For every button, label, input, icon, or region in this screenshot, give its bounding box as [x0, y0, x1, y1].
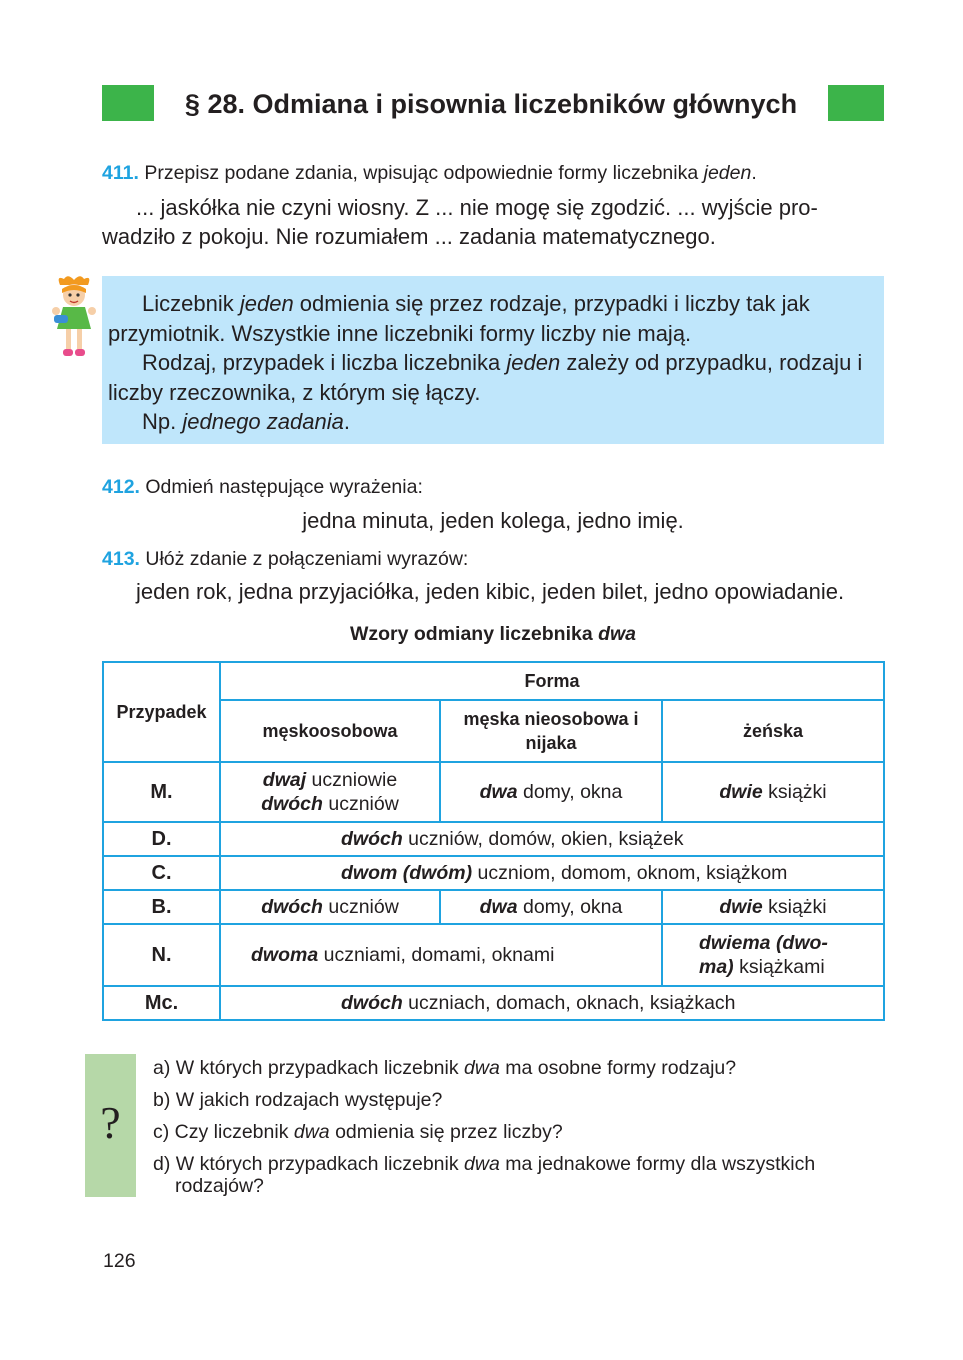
question-d-continuation: rodzajów? [175, 1175, 264, 1197]
title-decor-left [102, 85, 154, 121]
exercise-number: 413. [102, 548, 140, 570]
noun: domy, okna [517, 896, 623, 918]
noun: uczniów [322, 793, 399, 815]
table-subheader-row [103, 700, 884, 762]
noun: uczniach, domach, oknach, książkach [402, 992, 736, 1014]
noun: uczniom, domom, oknom, książkom [472, 862, 788, 884]
caption-text: Wzory odmiany liczebnika [349, 623, 599, 645]
cell-line [227, 768, 433, 792]
header-masculine-personal: męskoosobowa [220, 700, 440, 762]
question-text: c) Czy liczebnik [153, 1121, 294, 1143]
question-c [153, 1116, 893, 1148]
cell-feminine [662, 924, 884, 986]
noun: uczniami, domami, oknami [318, 944, 555, 966]
caption-italic: dwa [598, 623, 637, 645]
noun: książki [762, 896, 827, 918]
header-form: Forma [220, 662, 884, 700]
cell-all-genders [220, 822, 884, 856]
exercise-number: 412. [102, 476, 140, 498]
header-feminine: żeńska [662, 700, 884, 762]
table-header-row [103, 662, 884, 700]
cell-masculine-personal [220, 890, 440, 924]
question-text: odmienia się przez liczby? [329, 1121, 563, 1143]
question-italic: dwa [464, 1153, 500, 1175]
table-row [103, 986, 884, 1020]
rule-paragraph-2 [108, 348, 882, 407]
exercise-411-line-1: ... jaskółka nie czyni wiosny. Z ... nie mogę się zgodzić. ... wyjście pro- [136, 195, 818, 220]
exercise-411-instruction [102, 160, 757, 186]
instruction-text: Przepisz podane zdania, wpisując odpowiednie formy liczebnika [144, 162, 704, 184]
noun: domy, okna [517, 781, 623, 803]
table-row [103, 762, 884, 822]
questions-list [153, 1052, 893, 1198]
cell-feminine [662, 890, 884, 924]
question-a [153, 1052, 893, 1084]
header-masculine-neuter: męska nieosobowa i nijaka [440, 700, 662, 762]
question-italic: dwa [293, 1121, 330, 1143]
question-text: ma jednakowe formy dla wszystkich [499, 1153, 816, 1175]
cell-all-genders [220, 856, 884, 890]
exercise-412-line: jedna minuta, jeden kolega, jedno imię. [302, 508, 684, 533]
question-text: ma osobne formy rodzaju? [499, 1057, 737, 1079]
rule-italic: jeden [239, 291, 294, 316]
numeral: dwóch [341, 992, 403, 1014]
instruction-text: Odmień następujące wyrażenia: [145, 476, 423, 498]
case-label: N. [103, 924, 220, 986]
question-b: b) W jakich rodzajach występuje? [153, 1089, 443, 1111]
numeral: dwa [479, 781, 518, 803]
case-label: Mc. [103, 986, 220, 1020]
numeral: dwom (dwóm) [341, 862, 473, 884]
cell-masculine-neuter [440, 890, 662, 924]
noun: uczniowie [306, 769, 398, 791]
question-mark-icon: ? [100, 1097, 121, 1148]
title-decor-right [828, 85, 884, 121]
rule-paragraph-3 [108, 407, 882, 437]
rule-text-part: zależy od przypadku, rodzaju i liczby rzeczownika, z którym się łączy. [108, 350, 863, 405]
cell-all-genders [220, 986, 884, 1020]
numeral: dwie [719, 781, 763, 803]
rule-text-part: Np. [142, 409, 183, 434]
case-label: C. [103, 856, 220, 890]
instruction-italic: jeden [703, 162, 752, 184]
numeral: dwie [719, 896, 763, 918]
cell-masculine-neuter [440, 762, 662, 822]
cell-masculine-personal [220, 762, 440, 822]
noun: książki [762, 781, 827, 803]
instruction-end: . [751, 162, 757, 184]
header-case: Przypadek [103, 662, 220, 762]
cell-line [699, 955, 877, 979]
table-row [103, 924, 884, 986]
numeral: dwaj [262, 769, 307, 791]
rule-text-part: Rodzaj, przypadek i liczba liczebnika [142, 350, 507, 375]
noun: książkami [733, 956, 825, 978]
noun: uczniów [322, 896, 399, 918]
rule-text-part: odmienia się przez rodzaje, przypadki i liczby tak jak przymiotnik. Wszystkie inne liczebniki formy liczby nie mają. [108, 291, 810, 346]
page-title: § 28. Odmiana i pisownia liczebników głównych [184, 89, 798, 119]
noun: uczniów, domów, okien, książek [402, 828, 684, 850]
exercise-412-instruction [102, 474, 423, 500]
case-label: M. [103, 762, 220, 822]
cell-masculine [220, 924, 662, 986]
rule-text-part: . [343, 409, 350, 434]
table-row [103, 890, 884, 924]
table-caption [102, 623, 884, 646]
exercise-number: 411. [102, 162, 139, 184]
case-label: B. [103, 890, 220, 924]
table-row [103, 822, 884, 856]
question-text: a) W których przypadkach liczebnik [153, 1057, 465, 1079]
numeral: dwóch [341, 828, 403, 850]
cell-line [699, 931, 877, 955]
numeral: dwiema (dwo- [699, 932, 828, 954]
cell-feminine [662, 762, 884, 822]
rule-italic: jeden [506, 350, 561, 375]
instruction-text: Ułóż zdanie z połączeniami wyrazów: [145, 548, 469, 570]
rule-paragraph-1 [108, 289, 882, 348]
table-row [103, 856, 884, 890]
girl-mascot-icon [46, 275, 102, 361]
numeral: dwóch [261, 896, 323, 918]
numeral: dwoma [251, 944, 319, 966]
rule-text-part: Liczebnik [142, 291, 240, 316]
numeral: dwóch [261, 793, 323, 815]
exercise-413-instruction [102, 546, 468, 572]
case-label: D. [103, 822, 220, 856]
rule-text [108, 289, 882, 437]
numeral: dwa [479, 896, 518, 918]
question-italic: dwa [464, 1057, 500, 1079]
cell-line [227, 792, 433, 816]
question-text: d) W których przypadkach liczebnik [153, 1153, 465, 1175]
declension-table [102, 661, 885, 1021]
page-number: 126 [103, 1250, 136, 1272]
numeral: ma) [699, 956, 734, 978]
rule-italic: jednego zadania [182, 409, 344, 434]
exercise-411-line-2: wadziło z pokoju. Nie rozumiałem ... zadania matematycznego. [102, 224, 716, 249]
question-d [153, 1148, 893, 1180]
exercise-413-line: jeden rok, jedna przyjaciółka, jeden kibic, jeden bilet, jedno opowiadanie. [136, 579, 845, 604]
